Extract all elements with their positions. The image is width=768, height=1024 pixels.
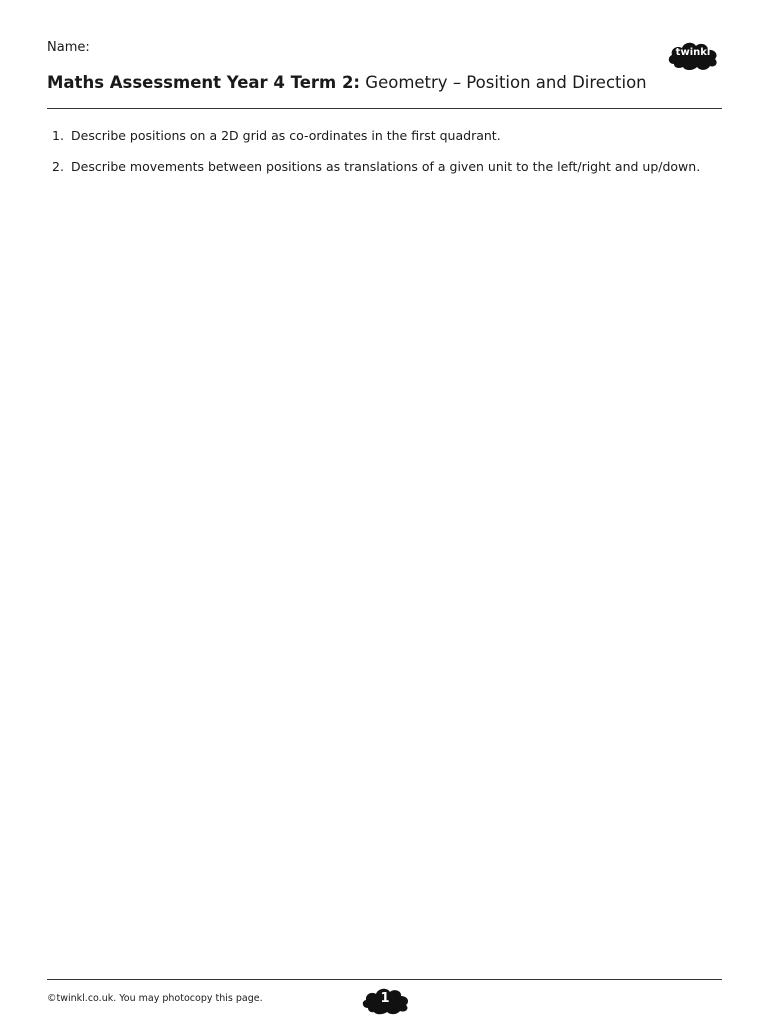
logo-text: twinkl (675, 47, 711, 58)
page-number: 1 (380, 991, 390, 1006)
objective-number: 1. (52, 128, 64, 143)
objectives-list (52, 127, 732, 189)
list-item (52, 158, 732, 176)
header-divider (47, 108, 722, 109)
twinkl-logo (666, 38, 720, 72)
title-topic: Geometry – Position and Direction (365, 73, 647, 92)
page-number-badge (358, 985, 412, 1015)
list-item (52, 127, 732, 145)
title-assessment: Maths Assessment Year 4 Term 2: (47, 73, 361, 92)
objective-number: 2. (52, 159, 64, 174)
name-label: Name: (47, 40, 90, 55)
footer-divider (47, 979, 722, 980)
copyright-notice: ©twinkl.co.uk. You may photocopy this page. (47, 993, 263, 1004)
objective-text: Describe positions on a 2D grid as co-ordinates in the first quadrant. (71, 128, 501, 143)
objective-text: Describe movements between positions as translations of a given unit to the left/right and up/down. (71, 159, 701, 174)
page-title (47, 72, 647, 94)
